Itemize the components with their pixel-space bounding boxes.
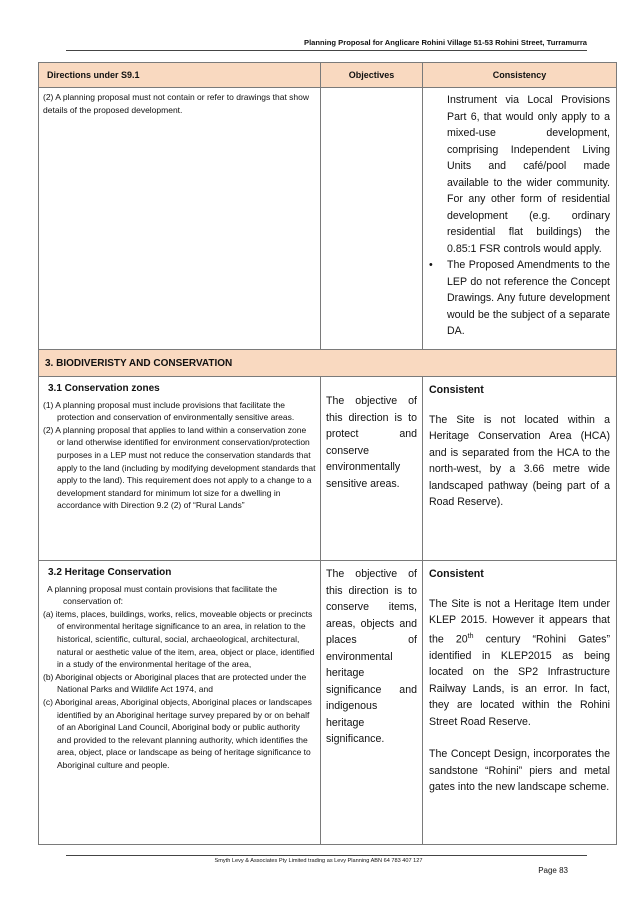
footer-rule [66, 855, 587, 856]
direction-cell [39, 561, 321, 845]
section-row [39, 350, 617, 377]
directions-table [38, 62, 617, 845]
section-title: 3. BIODIVERISTY AND CONSERVATION [39, 350, 617, 377]
consistency-bullet: • The Proposed Amendments to the LEP do not reference the Concept Drawings. Any future development would be the subject of a separate DA. [429, 257, 610, 340]
table-row [39, 377, 617, 561]
direction-item [43, 608, 316, 671]
consistency-cell [423, 561, 617, 845]
item-text: Aboriginal objects or Aboriginal places that are protected under the National Parks and Wildlife Act 1974, and [55, 671, 307, 695]
objective-cell [321, 88, 423, 350]
item-number: (2) [43, 424, 54, 435]
consistency-text: Instrument via Local Provisions Part 6, that would only apply to a mixed-use development, comprising Independent Living Units and café/pool made available to the wider community. For any other form of residential development (e.g. ordinary residential flat buildings) the 0.85:1 FSR controls would apply. [447, 94, 610, 255]
direction-cell [39, 88, 321, 350]
item-text: A planning proposal that applies to land within a conservation zone or land otherwise identified for environment conservation/protection purposes in a LEP must not reduce the conservation standards that apply to the land (including by modifying development standards that apply to the land). This requirement does not apply to a change to a development standard for minimum lot size for a dwelling in accordance with Direction 9.2 (2) of “Rural Lands” [55, 424, 316, 511]
objective-cell: The objective of this direction is to conserve items, areas, objects and places of environmental heritage significance and indigenous heritage significance. [321, 561, 423, 845]
item-text: A planning proposal must include provisions that facilitate the protection and conservation of environmentally sensitive areas. [55, 399, 295, 423]
column-header-directions: Directions under S9.1 [39, 63, 321, 88]
table-row [39, 88, 617, 350]
direction-item [43, 671, 316, 696]
direction-text: (2) A planning proposal must not contain or refer to drawings that show details of the proposed development. [43, 92, 310, 115]
superscript: th [467, 632, 474, 640]
direction-cell [39, 377, 321, 561]
direction-item [43, 424, 316, 512]
page-number: Page 83 [538, 866, 568, 875]
direction-item [43, 399, 316, 424]
table-row [39, 561, 617, 845]
item-text: Aboriginal areas, Aboriginal objects, Aboriginal places or landscapes identified by an Aboriginal heritage survey prepared by or on behalf of an Aboriginal Land Council, Aboriginal body or public authority and provided to the relevant planning authority, which identifies the area, object, place or landscape as being of heritage significance to Aboriginal culture and people. [54, 696, 312, 770]
table-header-row [39, 63, 617, 88]
item-number: (b) [43, 671, 54, 682]
direction-subtitle: 3.2 Heritage Conservation [48, 567, 172, 578]
consistency-heading: Consistent [429, 568, 484, 580]
consistency-text: The Concept Design, incorporates the sandstone “Rohini” piers and metal gates into the new landscape scheme. [429, 748, 610, 794]
consistency-cell [423, 377, 617, 561]
consistency-heading: Consistent [429, 384, 484, 396]
consistency-cell [423, 88, 617, 350]
consistency-text-part: The Site is not a Heritage Item under KLEP 2015. However it appears that the 20 [429, 597, 610, 646]
objective-cell: The objective of this direction is to protect and conserve environmentally sensitive areas. [321, 377, 423, 561]
item-text: items, places, buildings, works, relics, moveable objects or precincts of environmental heritage significance to an area, in relation to the historical, scientific, cultural, social, archaeological, architectural, natural or aesthetic value of the item, area, object or place, identified in a study of the environmental heritage of the area, [55, 608, 315, 670]
consistency-text: The Site is not located within a Heritage Conservation Area (HCA) and is separated from the HCA to the north-west, by a 3.66 metre wide landscaped pathway (being part of a Road Reserve). [429, 413, 610, 508]
consistency-text [429, 596, 610, 731]
consistency-text-part: century “Rohini Gates” identified in KLEP2015 as being located on the SP2 Infrastructure Railway Lands, is an error. In fact, they are located within the Rohini Street Road Reserve. [429, 633, 610, 728]
page-header-title: Planning Proposal for Anglicare Rohini Village 51-53 Rohini Street, Turramurra [304, 38, 587, 47]
footer-company: Smyth Levy & Associates Pty Limited trading as Levy Planning ABN 64 783 407 127 [214, 858, 423, 864]
column-header-consistency: Consistency [423, 63, 617, 88]
direction-intro: A planning proposal must contain provisions that facilitate the conservation of: [47, 583, 278, 607]
header-rule [66, 50, 587, 51]
direction-item [43, 696, 316, 772]
direction-subtitle: 3.1 Conservation zones [48, 383, 160, 394]
column-header-objectives: Objectives [321, 63, 423, 88]
item-number: (a) [43, 608, 54, 619]
item-number: (1) [43, 399, 54, 410]
item-number: (c) [43, 696, 53, 707]
